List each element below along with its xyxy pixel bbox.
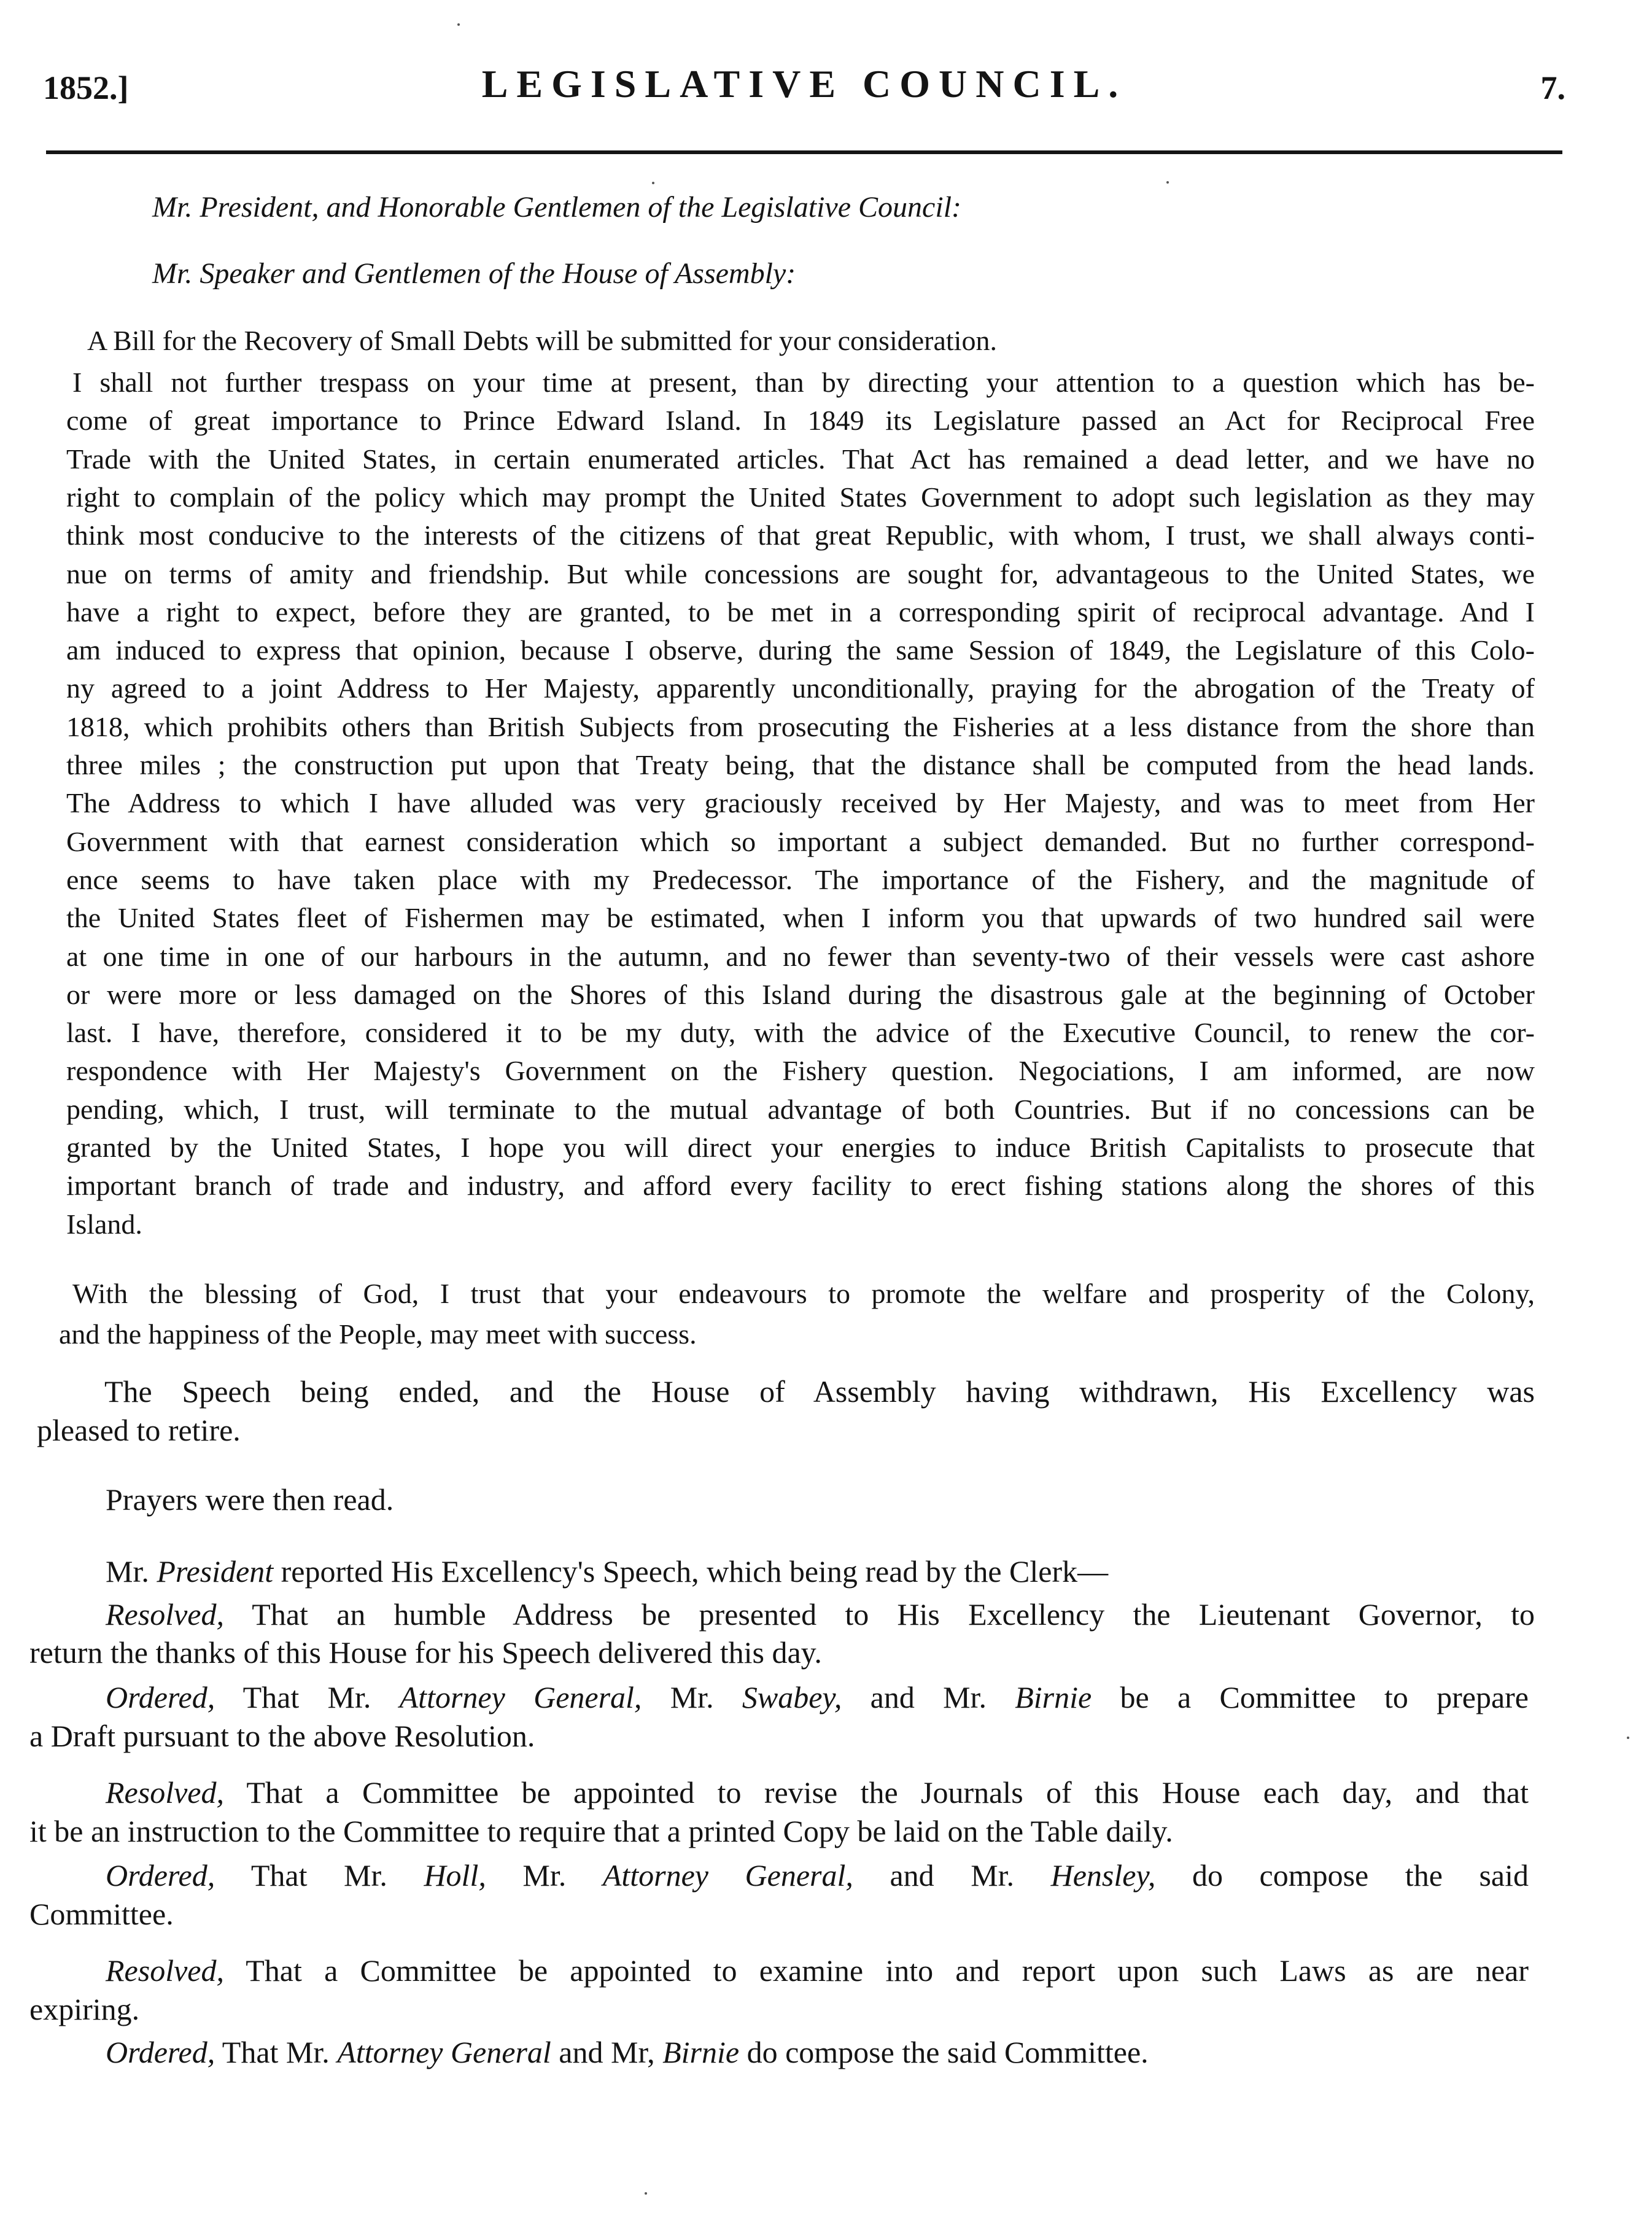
proceedings-prayers: Prayers were then read.: [106, 1482, 394, 1517]
speech-paragraph-2-line: come of great importance to Prince Edward Island. In 1849 its Legislature passed an Act for Reciprocal Free: [66, 405, 1535, 436]
resolved-journals-line-1: Resolved, That a Committee be appointed to revise the Journals of this House each day, and that: [106, 1775, 1529, 1810]
proceedings-speech-ended-line-1: The Speech being ended, and the House of Assembly having withdrawn, His Excellency was: [104, 1374, 1535, 1409]
speech-paragraph-2-line: right to complain of the policy which may prompt the United States Government to adopt such legislation as they may: [66, 481, 1535, 513]
speech-paragraph-2-line: have a right to expect, before they are granted, to be met in a corresponding spirit of reciprocal advantage. And I: [66, 596, 1535, 628]
ordered-journals-committee-line-1: Ordered, That Mr. Holl, Mr. Attorney General, and Mr. Hensley, do compose the said: [106, 1858, 1529, 1893]
header-title: LEGISLATIVE COUNCIL.: [481, 62, 1127, 106]
speech-paragraph-2-line: last. I have, therefore, considered it to be my duty, with the advice of the Executive Council, to renew the cor-: [66, 1017, 1535, 1048]
scan-speck: [652, 182, 654, 184]
ordered-expiring-laws-committee: Ordered, That Mr. Attorney General and Mr, Birnie do compose the said Committee.: [106, 2035, 1149, 2069]
speech-paragraph-2-line: 1818, which prohibits others than British Subjects from prosecuting the Fisheries at a less distance from the shore than: [66, 711, 1535, 742]
speech-paragraph-2-line: am induced to express that opinion, because I observe, during the same Session of 1849, the Legislature of this Colo-: [66, 634, 1535, 666]
speech-paragraph-2-line: three miles ; the construction put upon that Treaty being, that the distance shall be computed from the head lands.: [66, 749, 1535, 780]
speech-paragraph-2-line: important branch of trade and industry, and afford every facility to erect fishing stations along the shores of this: [66, 1170, 1535, 1201]
resolved-address-line-1: Resolved, That an humble Address be presented to His Excellency the Lieutenant Governor, to: [106, 1597, 1535, 1632]
header-year: 1852.]: [43, 69, 129, 106]
speech-paragraph-2-line: the United States fleet of Fishermen may be estimated, when I inform you that upwards of two hundred sail were: [66, 902, 1535, 933]
speech-paragraph-2-line: The Address to which I have alluded was very graciously received by Her Majesty, and was to meet from Her: [66, 787, 1535, 819]
ordered-draft-committee-line-1: Ordered, That Mr. Attorney General, Mr. Swabey, and Mr. Birnie be a Committee to prepare: [106, 1680, 1529, 1714]
ordered-draft-committee-line-2: a Draft pursuant to the above Resolution.: [29, 1719, 535, 1753]
speech-paragraph-2-line: or were more or less damaged on the Shores of this Island during the disastrous gale at the beginning of October: [66, 979, 1535, 1010]
scan-speck: [1166, 181, 1169, 184]
salutation-assembly: Mr. Speaker and Gentlemen of the House of Assembly:: [152, 257, 796, 290]
resolved-address-line-2: return the thanks of this House for his Speech delivered this day.: [29, 1635, 822, 1670]
scan-speck: [645, 2192, 647, 2195]
ordered-journals-committee-line-2: Committee.: [29, 1897, 174, 1931]
proceedings-president-reported: Mr. President reported His Excellency's Speech, which being read by the Clerk—: [106, 1554, 1109, 1589]
speech-paragraph-2-line: pending, which, I trust, will terminate to the mutual advantage of both Countries. But if no concessions can be: [66, 1094, 1535, 1125]
scan-speck: [1627, 1737, 1629, 1739]
speech-paragraph-2-line: respondence with Her Majesty's Government on the Fishery question. Negociations, I am informed, are now: [66, 1055, 1535, 1086]
speech-paragraph-2-line: Government with that earnest consideration which so important a subject demanded. But no further correspond-: [66, 826, 1535, 857]
speech-paragraph-2-line: granted by the United States, I hope you will direct your energies to induce British Capitalists to prosecute that: [66, 1132, 1535, 1163]
speech-paragraph-2-line: ny agreed to a joint Address to Her Majesty, apparently unconditionally, praying for the abrogation of the Treaty of: [66, 672, 1535, 704]
resolved-journals-line-2: it be an instruction to the Committee to require that a printed Copy be laid on the Table daily.: [29, 1814, 1173, 1848]
speech-paragraph-1: A Bill for the Recovery of Small Debts will be submitted for your consideration.: [87, 325, 997, 356]
speech-paragraph-2-line: ence seems to have taken place with my Predecessor. The importance of the Fishery, and the magnitude of: [66, 864, 1535, 895]
speech-paragraph-3-line: and the happiness of the People, may meet with success.: [59, 1318, 697, 1350]
speech-paragraph-2-line: at one time in one of our harbours in the autumn, and no fewer than seventy-two of their vessels were cast ashore: [66, 941, 1535, 972]
header-rule: [46, 150, 1562, 154]
speech-paragraph-3-line: With the blessing of God, I trust that your endeavours to promote the welfare and prosperity of the Colony,: [72, 1278, 1535, 1309]
resolved-expiring-laws-line-1: Resolved, That a Committee be appointed to examine into and report upon such Laws as are near: [106, 1953, 1529, 1988]
page-number: 7.: [1540, 69, 1565, 106]
salutation-council: Mr. President, and Honorable Gentlemen of the Legislative Council:: [152, 191, 962, 224]
speech-paragraph-2-line: think most conducive to the interests of the citizens of that great Republic, with whom, I trust, we shall always conti-: [66, 519, 1535, 551]
speech-paragraph-2-line: nue on terms of amity and friendship. But while concessions are sought for, advantageous to the United States, we: [66, 558, 1535, 589]
resolved-expiring-laws-line-2: expiring.: [29, 1992, 140, 2026]
scan-speck: [457, 23, 460, 26]
speech-paragraph-2-line: Island.: [66, 1208, 142, 1240]
speech-paragraph-2-line: I shall not further trespass on your time at present, than by directing your attention to a question which has be-: [72, 367, 1535, 398]
running-head: [43, 61, 1565, 111]
speech-paragraph-2-line: Trade with the United States, in certain enumerated articles. That Act has remained a dead letter, and we have no: [66, 443, 1535, 475]
proceedings-speech-ended-line-2: pleased to retire.: [37, 1413, 241, 1447]
